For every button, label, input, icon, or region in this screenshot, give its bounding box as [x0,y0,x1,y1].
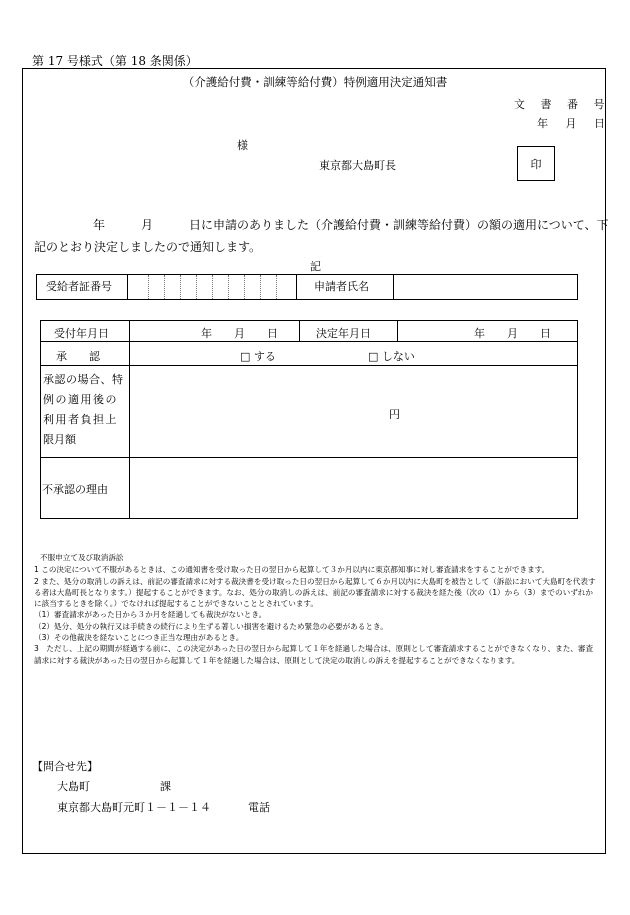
recipient-id-field[interactable] [128,275,295,299]
issue-date-label: 年 月 日 [537,117,612,130]
document-number-label: 文 書 番 号 [514,98,611,111]
rejection-reason-field[interactable] [130,458,577,518]
row-divider [41,341,577,342]
contact-town: 大島町 [57,780,90,793]
reject-checkbox[interactable]: □ しない [368,350,415,363]
appeal-notice-title: 不服申立て及び取消訴訟 [40,553,124,562]
divider [296,275,297,299]
seal-box [517,146,555,181]
appeal-item-3: （3）その他裁決を経ないことにつき正当な理由があるとき。 [34,633,244,643]
approve-checkbox[interactable]: □ する [240,350,276,363]
contact-address: 東京都大島町元町１－１－１４ [57,801,211,814]
appeal-notice [34,552,600,666]
limit-label-line-1: 承認の場合、特 [43,373,124,386]
limit-label-line-3: 利用者負担上 [43,413,118,426]
appeal-paragraph-3: 3 ただし、上記の期間が経過する前に、この決定があった日の翌日から起算して１年を経過した場合は、原則として審査請求することができなくなり、また、審査請求に対する裁決があった日の翌日から起算して１年を経過した場合は、原則として決定の取消しの訴えを提起することができなくなります。 [34,644,594,665]
decision-date-value: 年 月 日 [474,327,551,340]
note-label: 記 [310,260,321,273]
approval-label: 承 認 [56,350,100,363]
body-text-line-1: 年 月 日に申請のありました（介護給付費・訓練等給付費）の額の適用について、下 [93,218,609,232]
applicant-name-label: 申請者氏名 [314,280,369,293]
yen-unit: 円 [389,408,400,421]
contact-heading: 【問合せ先】 [32,760,98,773]
applicant-name-field[interactable] [394,275,577,299]
column-divider [299,321,300,341]
recipient-id-label: 受給者証番号 [46,280,112,293]
contact-phone-label: 電話 [248,801,270,814]
limit-label-line-4: 限月額 [43,433,76,446]
received-date-label: 受付年月日 [54,327,109,340]
decision-table [40,320,578,519]
document-title: （介護給付費・訓練等給付費）特例適用決定通知書 [182,75,448,89]
form-number: 第 17 号様式（第 18 条関係） [32,54,198,68]
appeal-paragraph-1: 1 この決定について不服があるときは、この通知書を受け取った日の翌日から起算して３か月以内に東京都知事に対し審査請求をすることができます。 [34,565,550,575]
decision-date-label: 決定年月日 [316,327,371,340]
contact-section: 課 [160,780,171,793]
appeal-item-1: （1）審査請求があった日から３か月を経過しても裁決がないとき。 [34,610,267,620]
seal-label: 印 [530,157,542,171]
row-divider [41,365,577,366]
appeal-item-2: （2）処分、処分の執行又は手続きの続行により生ずる著しい損害を避けるため緊急の必要があるとき。 [34,621,388,631]
recipient-table [36,274,578,300]
addressee-suffix: 様 [237,139,248,152]
limit-label-line-2: 例の適用後の [43,393,118,406]
body-text-line-2: 記のとおり決定しましたので通知します。 [34,240,262,254]
column-divider [397,321,398,341]
rejection-reason-label: 不承認の理由 [42,483,108,496]
received-date-value: 年 月 日 [201,327,278,340]
appeal-paragraph-2: 2 また、処分の取消しの訴えは、前記の審査請求に対する裁決書を受け取った日の翌日から起算して６か月以内に大島町を被告として（訴訟において大島町を代表する者は大島町長となります。）提起することができます。なお、処分の取消しの訴えは、前記の審査請求に対する裁決を経た後（次の（1）から（3）までのいずれかに該当するときを除く。）でなければ提起することができないこととされています。 [34,576,596,609]
issuer-name: 東京都大島町長 [319,159,396,172]
